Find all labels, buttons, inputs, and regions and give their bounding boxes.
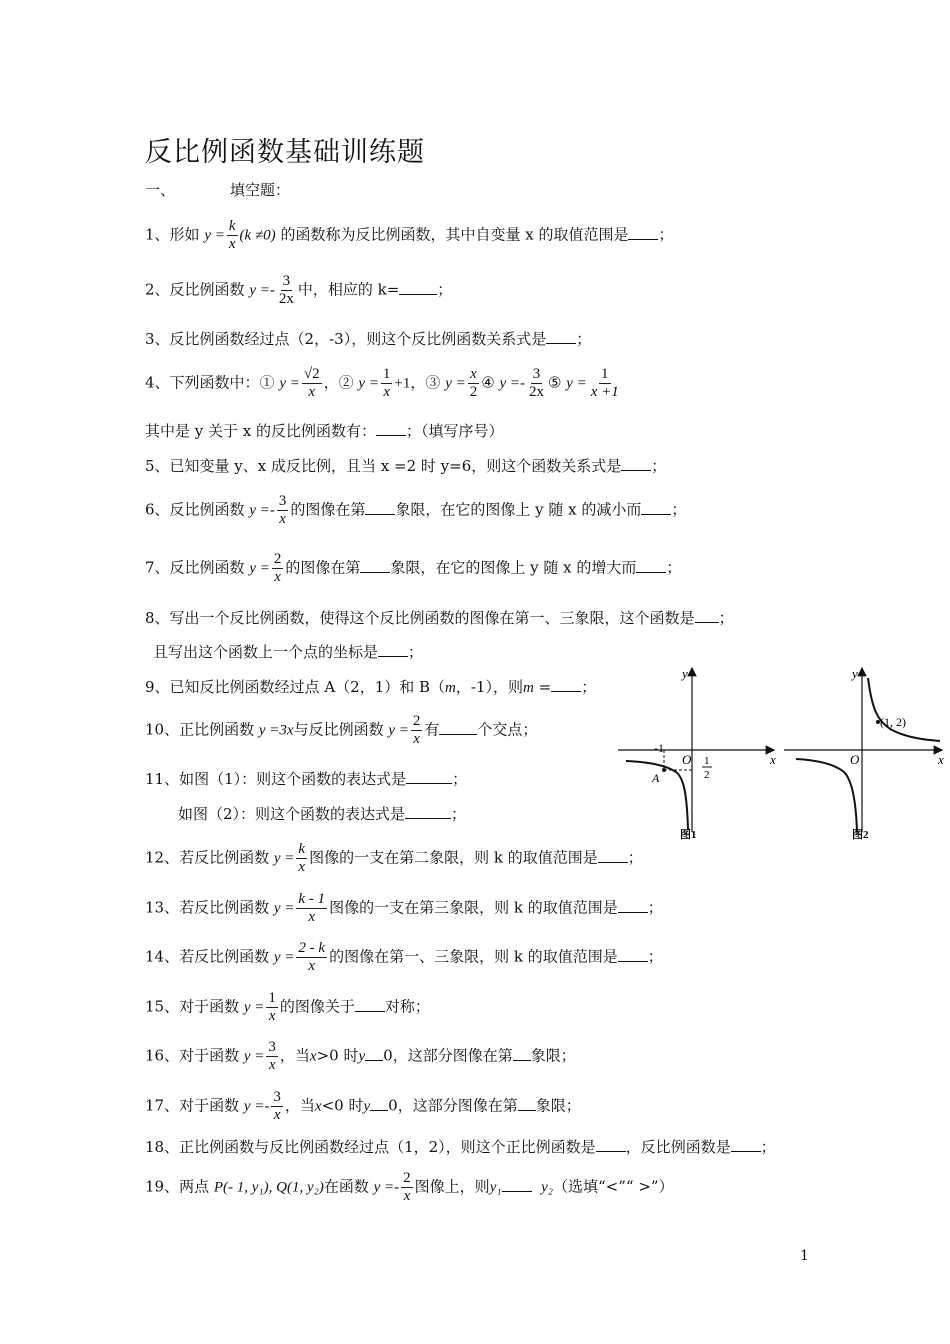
- figures: [612, 660, 944, 845]
- section-heading: [145, 179, 290, 200]
- answer-blank[interactable]: [618, 947, 648, 962]
- answer-blank[interactable]: [399, 280, 437, 295]
- half-num: 1: [704, 755, 710, 767]
- answer-blank[interactable]: [513, 1046, 531, 1061]
- origin-label: O: [850, 752, 860, 767]
- question-2: 2、反比例函数 y =- $\frac{3}{2x}$ 中，相应的 k= ；: [145, 273, 453, 307]
- question-5: 5、已知变量 y、x 成反比例，且当 x =2 时 y=6，则这个函数关系式是 ；: [145, 457, 667, 475]
- figure-2: [784, 666, 944, 841]
- question-7: 7、反比例函数 y = $\frac{2}{x}$ 的图像在第 象限，在它的图像上 y 随 x 的增大而 ；: [145, 551, 682, 585]
- question-10: 10、正比例函数 y =3x与反比例函数 y = $\frac{2}{x}$ 有 个交点；: [145, 713, 538, 747]
- half-den: 2: [704, 769, 710, 781]
- answer-blank[interactable]: [365, 500, 395, 515]
- answer-blank[interactable]: [731, 1137, 761, 1152]
- question-4-followup: 其中是 y 关于 x 的反比例函数有： ；（填写序号）: [145, 422, 504, 440]
- question-18: 18、正比例函数与反比例函数经过点（1，2），则这个正比例函数是 ，反比例函数是 ；: [145, 1138, 776, 1156]
- page-title: 反比例函数基础训练题: [145, 137, 425, 168]
- answer-blank[interactable]: [360, 558, 390, 573]
- figure-2-caption: 图2: [852, 829, 869, 841]
- answer-blank[interactable]: [439, 720, 477, 735]
- figure-1-caption: 图1: [680, 829, 697, 841]
- answer-blank[interactable]: [546, 329, 576, 344]
- question-15: 15、对于函数 y = $\frac{1}{x}$ 的图像关于 对称；: [145, 990, 430, 1024]
- section-label: 填空题：: [230, 181, 291, 199]
- question-1: 1、形如 y = $\frac{k}{x}$ (k ≠0) 的函数称为反比例函数，其中自变量 x 的取值范围是 ；: [145, 218, 674, 252]
- answer-blank[interactable]: [551, 677, 581, 692]
- y-label: y: [682, 666, 688, 681]
- answer-blank[interactable]: [636, 558, 666, 573]
- answer-blank[interactable]: [406, 769, 452, 784]
- hyperbola-branch-2: [796, 759, 857, 832]
- hyperbola-branch-1: [868, 678, 940, 741]
- point-label: (1, 2): [880, 715, 906, 729]
- question-17: 17、对于函数 y =- $\frac{3}{x}$ ，当x<0 时y 0，这部分图像在第 象限；: [145, 1089, 581, 1123]
- answer-blank[interactable]: [695, 608, 719, 623]
- point-a-marker: [662, 768, 666, 772]
- question-6: 6、反比例函数 y =- $\frac{3}{x}$ 的图像在第 象限，在它的图像上 y 随 x 的减小而 ；: [145, 493, 687, 527]
- figure-1: [618, 666, 776, 841]
- question-13: 13、若反比例函数 y = $\frac{k - 1}{x}$ 图像的一支在第三象限，则 k 的取值范围是 ；: [145, 891, 663, 925]
- answer-blank[interactable]: [596, 1137, 626, 1152]
- answer-blank[interactable]: [376, 421, 406, 436]
- answer-blank[interactable]: [365, 1046, 383, 1061]
- question-16: 16、对于函数 y = $\frac{3}{x}$ ，当x>0 时y 0，这部分图像在第 象限；: [145, 1039, 576, 1073]
- question-11: 11、如图（1）：则这个函数的表达式是 ；: [145, 770, 468, 788]
- question-11-followup: 如图（2）：则这个函数的表达式是 ；: [178, 805, 467, 823]
- page-number: 1: [800, 1248, 809, 1264]
- origin-label: O: [682, 752, 692, 767]
- answer-blank[interactable]: [502, 1177, 532, 1192]
- answer-blank[interactable]: [621, 456, 651, 471]
- answer-blank[interactable]: [378, 642, 408, 657]
- question-3: 3、反比例函数经过点（2，-3），则这个反比例函数关系式是 ；: [145, 330, 592, 348]
- y-label: y: [852, 666, 858, 681]
- question-8-followup: 且写出这个函数上一个点的坐标是 ；: [153, 643, 424, 661]
- answer-blank[interactable]: [405, 804, 451, 819]
- answer-blank[interactable]: [355, 997, 385, 1012]
- question-4: 4、下列函数中：① y = $\frac{√2}{x}$ ，② y = $\frac{1}{x}$ +1，③ y = $\frac{x}{2}$ ④ y =- $\frac{3}{2x}$ ⑤ y = $\frac{1}{x +1}$: [145, 366, 619, 400]
- question-14: 14、若反比例函数 y = $\frac{2 - k}{x}$ 的图像在第一、三象限，则 k 的取值范围是 ；: [145, 940, 663, 974]
- question-19: 19、两点 P(- 1, y₁), Q(1, y₂)在函数 y =- $\frac{2}{x}$ 图像上，则y₁ y₂（选填“<”“ >”）: [145, 1170, 674, 1204]
- answer-blank[interactable]: [370, 1096, 388, 1111]
- point-a-label: A: [652, 771, 660, 785]
- x-label: x: [938, 752, 944, 767]
- answer-blank[interactable]: [518, 1096, 536, 1111]
- question-8: 8、写出一个反比例函数，使得这个反比例函数的图像在第一、三象限，这个函数是 ；: [145, 609, 734, 627]
- fraction: $\frac{k}{x}$: [228, 218, 236, 252]
- answer-blank[interactable]: [641, 500, 671, 515]
- answer-blank[interactable]: [618, 898, 648, 913]
- answer-blank[interactable]: [598, 848, 628, 863]
- section-number: 一、: [145, 181, 176, 199]
- question-9: 9、已知反比例函数经过点 A（2，1）和 B（m，-1），则m = ；: [145, 678, 597, 696]
- x-label: x: [770, 752, 776, 767]
- neg1-label: -1: [654, 741, 664, 755]
- question-12: 12、若反比例函数 y = $\frac{k}{x}$ 图像的一支在第二象限，则 k 的取值范围是 ；: [145, 841, 643, 875]
- answer-blank[interactable]: [628, 225, 658, 240]
